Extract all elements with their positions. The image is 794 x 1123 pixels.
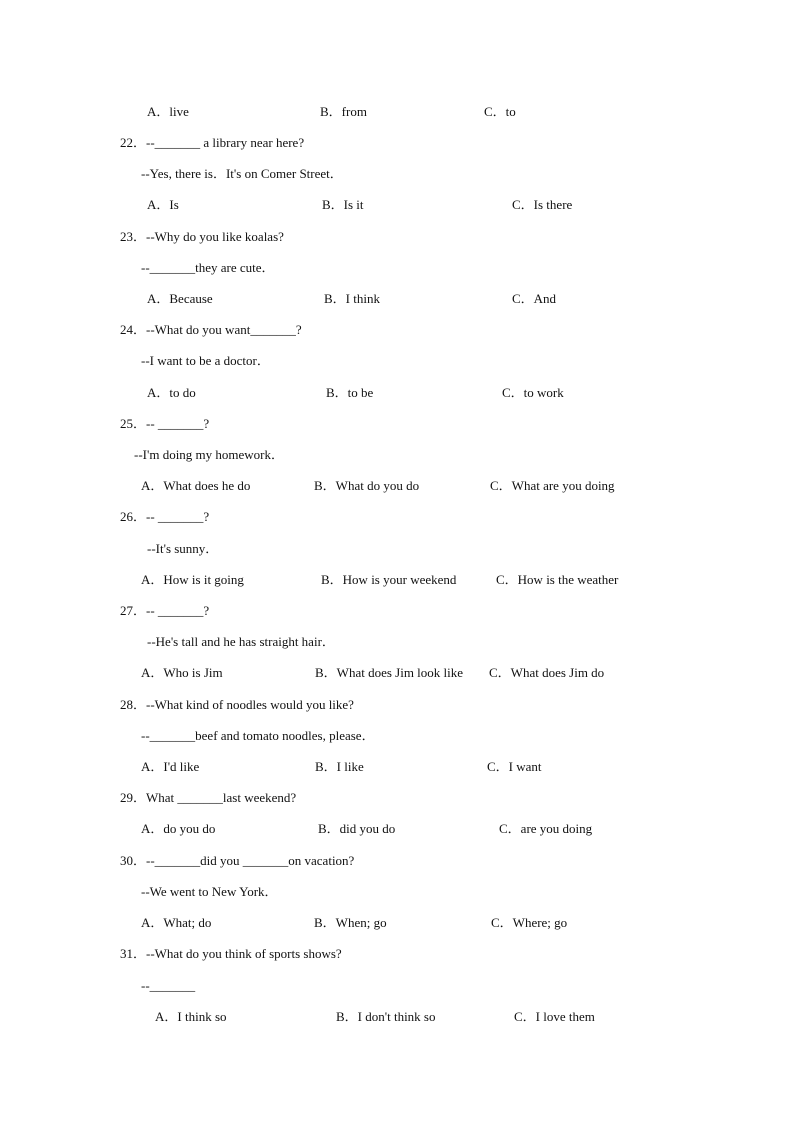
q30-option-b: B．When; go xyxy=(314,915,387,930)
q27-option-c: C．What does Jim do xyxy=(489,665,605,680)
q31-option-a: A．I think so xyxy=(155,1009,227,1024)
q25-answer: --I'm doing my homework． xyxy=(134,447,285,462)
q25-question: 25．-- _______? xyxy=(120,416,210,431)
q24-option-c: C．to work xyxy=(502,385,564,400)
q26-option-b: B．How is your weekend xyxy=(321,572,457,587)
q21-option-a: A．live xyxy=(147,104,189,119)
q24-option-b: B．to be xyxy=(326,385,374,400)
q27-answer: --He's tall and he has straight hair． xyxy=(147,634,335,649)
q21-option-b: B．from xyxy=(320,104,367,119)
q31-question: 31．--What do you think of sports shows? xyxy=(120,946,342,961)
q26-option-a: A．How is it going xyxy=(141,572,244,587)
q22-option-b: B．Is it xyxy=(322,197,364,212)
q30-option-c: C．Where; go xyxy=(491,915,568,930)
q28-option-b: B．I like xyxy=(315,759,364,774)
q26-option-c: C．How is the weather xyxy=(496,572,619,587)
q28-answer: --_______beef and tomato noodles, please． xyxy=(141,728,375,743)
q28-option-c: C．I want xyxy=(487,759,542,774)
q24-option-a: A．to do xyxy=(147,385,196,400)
q25-option-a: A．What does he do xyxy=(141,478,251,493)
q28-option-a: A．I'd like xyxy=(141,759,200,774)
q22-option-a: A．Is xyxy=(147,197,179,212)
q27-option-a: A．Who is Jim xyxy=(141,665,223,680)
q28-question: 28．--What kind of noodles would you like? xyxy=(120,697,354,712)
q25-option-c: C．What are you doing xyxy=(490,478,615,493)
q24-question: 24．--What do you want_______? xyxy=(120,322,302,337)
q29-option-b: B．did you do xyxy=(318,821,396,836)
q30-answer: --We went to New York． xyxy=(141,884,278,899)
q23-option-b: B．I think xyxy=(324,291,380,306)
q22-option-c: C．Is there xyxy=(512,197,573,212)
q25-option-b: B．What do you do xyxy=(314,478,420,493)
q30-question: 30．--_______did you _______on vacation? xyxy=(120,853,355,868)
q22-answer: --Yes, there is．It's on Comer Street． xyxy=(141,166,343,181)
q29-question: 29．What _______last weekend? xyxy=(120,790,297,805)
q23-option-c: C．And xyxy=(512,291,557,306)
q26-answer: --It's sunny． xyxy=(147,541,219,556)
q31-answer: --_______ xyxy=(141,978,196,993)
q27-question: 27．-- _______? xyxy=(120,603,210,618)
q23-question: 23．--Why do you like koalas? xyxy=(120,229,284,244)
q23-option-a: A．Because xyxy=(147,291,213,306)
q29-option-a: A．do you do xyxy=(141,821,216,836)
q21-option-c: C．to xyxy=(484,104,516,119)
q26-question: 26．-- _______? xyxy=(120,509,210,524)
q23-answer: --_______they are cute． xyxy=(141,260,275,275)
q22-question: 22．--_______ a library near here? xyxy=(120,135,305,150)
q31-option-c: C．I love them xyxy=(514,1009,595,1024)
q31-option-b: B．I don't think so xyxy=(336,1009,436,1024)
q24-answer: --I want to be a doctor． xyxy=(141,353,270,368)
q30-option-a: A．What; do xyxy=(141,915,212,930)
q29-option-c: C．are you doing xyxy=(499,821,593,836)
q27-option-b: B．What does Jim look like xyxy=(315,665,464,680)
